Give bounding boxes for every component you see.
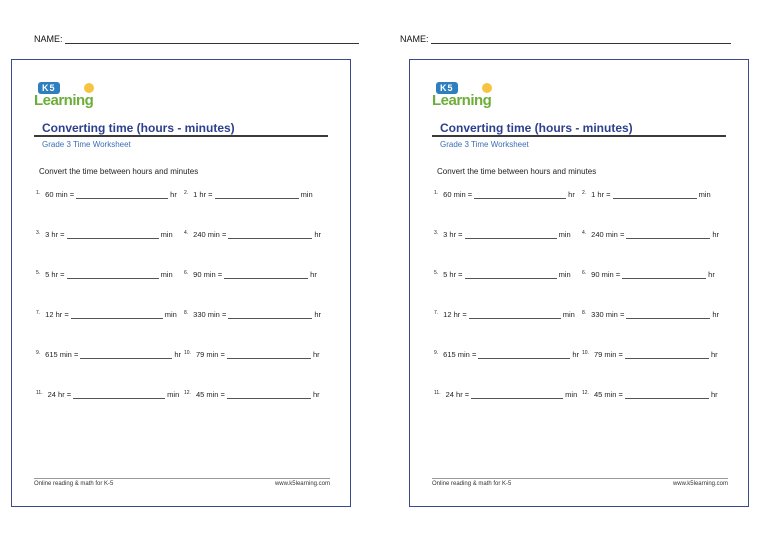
- answer-blank[interactable]: [76, 190, 168, 199]
- problem-item: [36, 390, 179, 399]
- problem-unit: min: [558, 230, 571, 239]
- problem-item: [36, 230, 173, 239]
- name-label: NAME:: [34, 34, 63, 44]
- name-field[interactable]: [65, 34, 359, 44]
- answer-blank[interactable]: [613, 190, 697, 199]
- problem-question: 615 min =: [45, 350, 79, 359]
- worksheet-right: [409, 59, 749, 507]
- problem-question: 5 hr =: [443, 270, 463, 279]
- problem-unit: hr: [710, 350, 718, 359]
- footer-right: www.k5learning.com: [274, 481, 330, 487]
- answer-blank[interactable]: [625, 390, 709, 399]
- problem-number: 2.: [184, 190, 189, 196]
- problem-number: 12.: [582, 390, 589, 396]
- problem-question: 5 hr =: [45, 270, 65, 279]
- problem-item: [434, 270, 571, 279]
- problem-item: [36, 270, 173, 279]
- problem-item: [582, 310, 719, 319]
- problem-unit: hr: [314, 310, 321, 319]
- problem-item: [434, 390, 577, 399]
- answer-blank[interactable]: [626, 310, 710, 319]
- problem-question: 45 min =: [593, 390, 623, 399]
- problem-question: 240 min =: [591, 230, 625, 239]
- logo-learning: Learning: [432, 92, 492, 109]
- answer-blank[interactable]: [626, 230, 710, 239]
- problem-item: [582, 230, 719, 239]
- problem-item: [184, 230, 321, 239]
- problem-number: 5.: [434, 270, 439, 276]
- problem-question: 240 min =: [193, 230, 227, 239]
- problem-number: 8.: [184, 310, 189, 316]
- problem-question: 3 hr =: [45, 230, 65, 239]
- worksheet-subtitle: Grade 3 Time Worksheet: [440, 140, 529, 149]
- problem-number: 7.: [434, 310, 439, 316]
- problem-number: 3.: [36, 230, 41, 236]
- problem-unit: hr: [572, 350, 579, 359]
- problem-unit: min: [562, 310, 575, 319]
- answer-blank[interactable]: [474, 190, 566, 199]
- problem-question: 60 min =: [45, 190, 75, 199]
- problem-unit: min: [160, 270, 173, 279]
- problem-number: 9.: [434, 350, 439, 356]
- problem-question: 3 hr =: [443, 230, 463, 239]
- problem-number: 1.: [36, 190, 41, 196]
- problem-number: 12.: [184, 390, 191, 396]
- problem-question: 615 min =: [443, 350, 477, 359]
- answer-blank[interactable]: [71, 310, 163, 319]
- problem-number: 4.: [184, 230, 189, 236]
- problem-number: 7.: [36, 310, 41, 316]
- problem-item: [36, 190, 177, 199]
- worksheet-subtitle: Grade 3 Time Worksheet: [42, 140, 131, 149]
- problem-unit: hr: [568, 190, 575, 199]
- problem-item: [582, 390, 718, 399]
- name-field[interactable]: [431, 34, 731, 44]
- worksheet-title: Converting time (hours - minutes): [440, 121, 633, 135]
- problem-item: [36, 350, 181, 359]
- title-divider: [34, 135, 328, 137]
- answer-blank[interactable]: [465, 270, 557, 279]
- problem-question: 90 min =: [193, 270, 223, 279]
- problem-number: 6.: [582, 270, 587, 276]
- problem-unit: hr: [712, 230, 719, 239]
- answer-blank[interactable]: [224, 270, 308, 279]
- problem-number: 11.: [434, 390, 441, 396]
- footer-right: www.k5learning.com: [672, 481, 728, 487]
- problem-number: 5.: [36, 270, 41, 276]
- problem-number: 10.: [184, 350, 191, 356]
- problem-question: 79 min =: [593, 350, 623, 359]
- instructions: Convert the time between hours and minutes: [437, 167, 597, 176]
- answer-blank[interactable]: [471, 390, 563, 399]
- worksheet-left: [11, 59, 351, 507]
- problem-unit: min: [565, 390, 578, 399]
- k5-learning-logo: [432, 82, 502, 110]
- problem-unit: min: [698, 190, 711, 199]
- answer-blank[interactable]: [228, 310, 312, 319]
- logo-learning: Learning: [34, 92, 94, 109]
- problem-question: 45 min =: [195, 390, 225, 399]
- problem-unit: min: [164, 310, 177, 319]
- problem-item: [434, 350, 579, 359]
- problem-number: 2.: [582, 190, 587, 196]
- problem-number: 6.: [184, 270, 189, 276]
- problem-item: [434, 310, 575, 319]
- footer-left: Online reading & math for K-5: [432, 481, 512, 487]
- problem-unit: min: [167, 390, 180, 399]
- answer-blank[interactable]: [478, 350, 570, 359]
- name-label: NAME:: [400, 34, 429, 44]
- answer-blank[interactable]: [80, 350, 172, 359]
- problem-item: [434, 230, 571, 239]
- answer-blank[interactable]: [228, 230, 312, 239]
- answer-blank[interactable]: [215, 190, 299, 199]
- problem-question: 24 hr =: [445, 390, 470, 399]
- problem-number: 10.: [582, 350, 589, 356]
- problem-question: 79 min =: [195, 350, 225, 359]
- problem-unit: hr: [708, 270, 715, 279]
- problem-number: 11.: [36, 390, 43, 396]
- problem-question: 12 hr =: [45, 310, 69, 319]
- answer-blank[interactable]: [469, 310, 561, 319]
- problem-unit: hr: [174, 350, 181, 359]
- problem-item: [184, 350, 320, 359]
- problem-unit: min: [558, 270, 571, 279]
- problem-unit: hr: [310, 270, 317, 279]
- problem-number: 3.: [434, 230, 439, 236]
- problem-unit: min: [160, 230, 173, 239]
- problem-question: 1 hr =: [193, 190, 213, 199]
- name-line-left: [34, 34, 359, 44]
- problem-question: 12 hr =: [443, 310, 467, 319]
- problem-number: 9.: [36, 350, 41, 356]
- problem-question: 330 min =: [193, 310, 227, 319]
- answer-blank[interactable]: [625, 350, 709, 359]
- problem-question: 60 min =: [443, 190, 473, 199]
- problem-item: [184, 270, 317, 279]
- instructions: Convert the time between hours and minutes: [39, 167, 199, 176]
- problem-unit: hr: [312, 350, 320, 359]
- name-line-right: [400, 34, 731, 44]
- title-divider: [432, 135, 726, 137]
- k5-learning-logo: [34, 82, 104, 110]
- footer-left: Online reading & math for K-5: [34, 481, 114, 487]
- problem-question: 330 min =: [591, 310, 625, 319]
- problem-number: 1.: [434, 190, 439, 196]
- footer-divider: [432, 478, 728, 479]
- problem-question: 24 hr =: [47, 390, 72, 399]
- problem-unit: hr: [710, 390, 718, 399]
- answer-blank[interactable]: [227, 350, 311, 359]
- problem-item: [36, 310, 177, 319]
- problem-unit: hr: [312, 390, 320, 399]
- answer-blank[interactable]: [465, 230, 557, 239]
- problem-item: [434, 190, 575, 199]
- problem-item: [184, 190, 313, 199]
- problem-unit: hr: [314, 230, 321, 239]
- answer-blank[interactable]: [67, 270, 159, 279]
- problem-item: [582, 350, 718, 359]
- answer-blank[interactable]: [73, 390, 165, 399]
- problem-question: 90 min =: [591, 270, 621, 279]
- problem-item: [582, 270, 715, 279]
- answer-blank[interactable]: [67, 230, 159, 239]
- problem-item: [582, 190, 711, 199]
- answer-blank[interactable]: [622, 270, 706, 279]
- problem-question: 1 hr =: [591, 190, 611, 199]
- problem-item: [184, 390, 320, 399]
- problem-unit: min: [300, 190, 313, 199]
- problem-unit: hr: [712, 310, 719, 319]
- problem-number: 4.: [582, 230, 587, 236]
- problem-item: [184, 310, 321, 319]
- logo-ks: K5: [38, 82, 60, 94]
- answer-blank[interactable]: [227, 390, 311, 399]
- problem-unit: hr: [170, 190, 177, 199]
- footer-divider: [34, 478, 330, 479]
- worksheet-title: Converting time (hours - minutes): [42, 121, 235, 135]
- logo-ks: K5: [436, 82, 458, 94]
- problem-number: 8.: [582, 310, 587, 316]
